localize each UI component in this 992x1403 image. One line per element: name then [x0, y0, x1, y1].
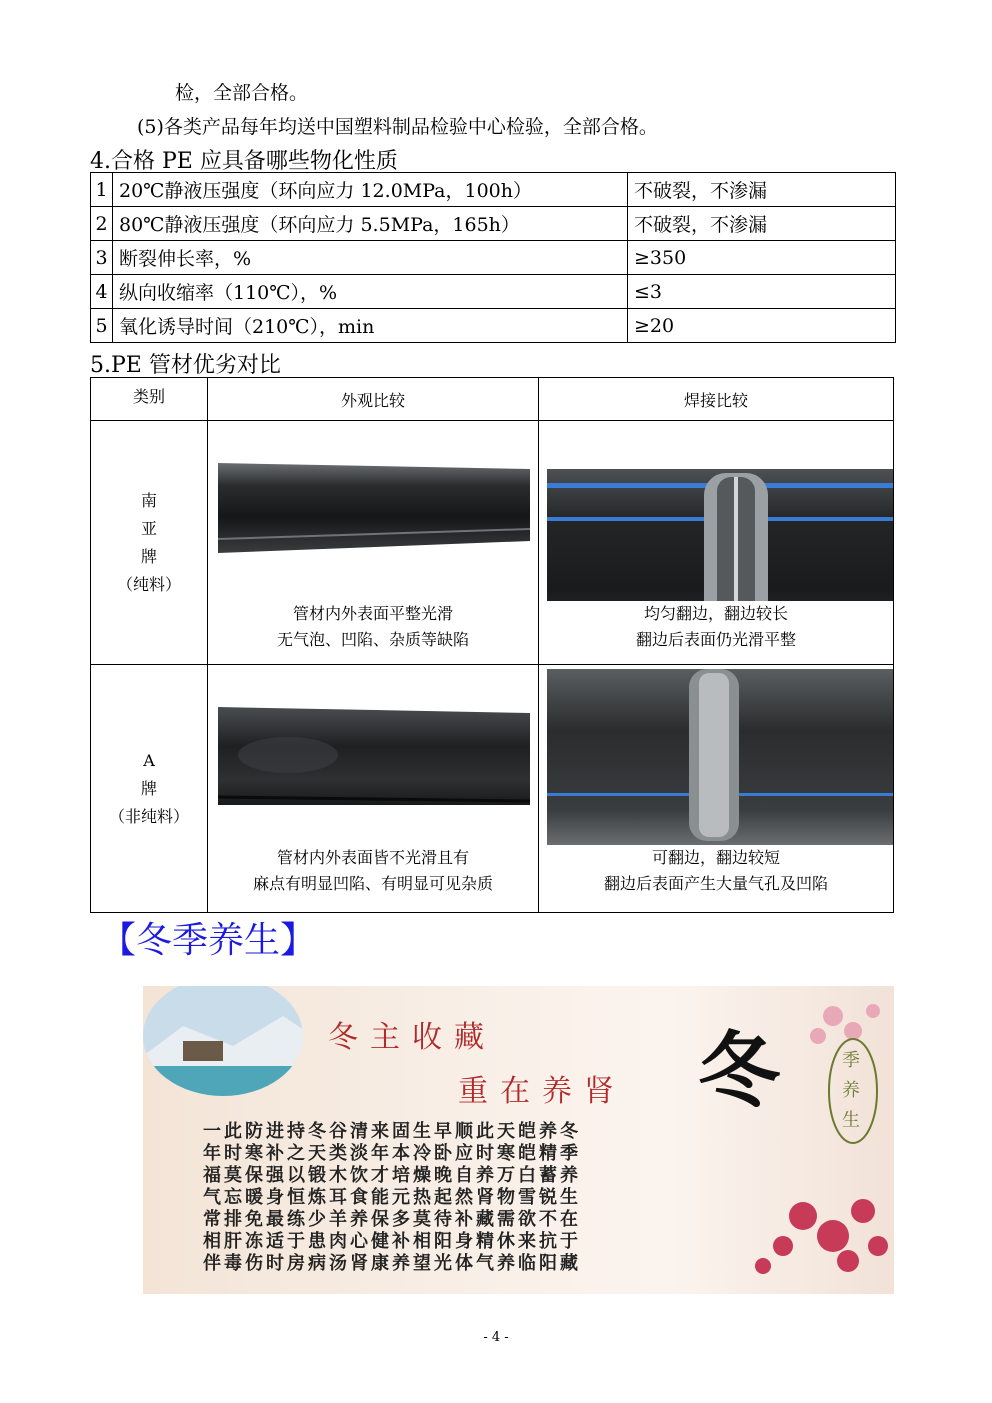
property-item: 80℃静液压强度（环向应力 5.5MPa，165h）	[113, 207, 628, 241]
row-number: 4	[91, 275, 113, 309]
intro-line-2: (5)各类产品每年均送中国塑料制品检验中心检验，全部合格。	[137, 116, 658, 138]
banner-seal: 季 养 生	[842, 1050, 860, 1131]
banner-line-2: 重在养肾	[458, 1074, 626, 1109]
property-value: 不破裂，不渗漏	[628, 173, 896, 207]
table-row	[91, 309, 896, 343]
table-row	[91, 665, 894, 913]
banner-line-1: 冬主收藏	[328, 1020, 496, 1055]
a-appearance-caption-2: 麻点有明显凹陷、有明显可见杂质	[252, 874, 493, 893]
brand-a: A 牌 （非纯料）	[91, 665, 208, 913]
row-number: 3	[91, 241, 113, 275]
property-value: ≤3	[628, 275, 896, 309]
property-value: 不破裂，不渗漏	[628, 207, 896, 241]
header-category: 类别	[91, 378, 208, 421]
pipe-photo-rough	[208, 665, 538, 845]
property-item: 断裂伸长率，%	[113, 241, 628, 275]
a-appearance-cell	[208, 665, 539, 913]
intro-line-1: 检，全部合格。	[175, 82, 309, 104]
banner-poem: 一此防进持冬谷清来固生早顺此天皑养冬 年时寒补之天类淡年本冷卧应时寒皑精季 福莫保强以锻木饮才培燥晚自养万白蓄养 气忘暖身恒炼耳食能元热起然肾物雪锐生 常排免最练少羊养保多莫待补藏需欲不在 相肝冻适于患肉心健补相阳身精休来抗于 伴毒伤时房病汤肾康养望光体气养临阳藏	[203, 1121, 581, 1274]
header-weld: 焊接比较	[539, 378, 894, 421]
a-appearance-caption-1: 管材内外表面皆不光滑且有	[276, 848, 469, 867]
property-item: 纵向收缩率（110℃），%	[113, 275, 628, 309]
row-number: 5	[91, 309, 113, 343]
nanya-appearance-cell	[208, 421, 539, 665]
nanya-weld-cell	[539, 421, 894, 665]
table-row	[91, 207, 896, 241]
comparison-table	[90, 377, 894, 913]
table-row	[91, 421, 894, 665]
property-item: 20℃静液压强度（环向应力 12.0MPa，100h）	[113, 173, 628, 207]
pipe-photo-smooth	[208, 421, 538, 601]
properties-table	[90, 172, 896, 343]
nanya-weld-caption-1: 均匀翻边，翻边较长	[643, 604, 788, 623]
property-item: 氧化诱导时间（210℃），min	[113, 309, 628, 343]
table-row	[91, 173, 896, 207]
nanya-weld-caption-2: 翻边后表面仍光滑平整	[635, 630, 796, 649]
property-value: ≥350	[628, 241, 896, 275]
a-weld-cell	[539, 665, 894, 913]
row-number: 2	[91, 207, 113, 241]
property-value: ≥20	[628, 309, 896, 343]
weld-photo-uniform	[539, 421, 893, 601]
weld-photo-porous	[539, 665, 893, 845]
section4-heading: 4.合格 PE 应具备哪些物化性质	[90, 149, 398, 174]
header-appearance: 外观比较	[208, 378, 539, 421]
banner-big-character: 冬	[698, 1023, 781, 1119]
brand-nanya: 南 亚 牌 （纯料）	[91, 421, 208, 665]
nanya-appearance-caption-2: 无气泡、凹陷、杂质等缺陷	[276, 630, 469, 649]
row-number: 1	[91, 173, 113, 207]
table-row	[91, 241, 896, 275]
winter-title: 【冬季养生】	[100, 920, 317, 961]
page-number: - 4 -	[483, 1330, 509, 1345]
a-weld-caption-2: 翻边后表面产生大量气孔及凹陷	[603, 874, 828, 893]
a-weld-caption-1: 可翻边，翻边较短	[651, 848, 780, 867]
section5-heading: 5.PE 管材优劣对比	[90, 353, 281, 378]
table-row	[91, 275, 896, 309]
winter-banner	[143, 986, 894, 1294]
nanya-appearance-caption-1: 管材内外表面平整光滑	[292, 604, 453, 623]
table-header-row	[91, 378, 894, 421]
